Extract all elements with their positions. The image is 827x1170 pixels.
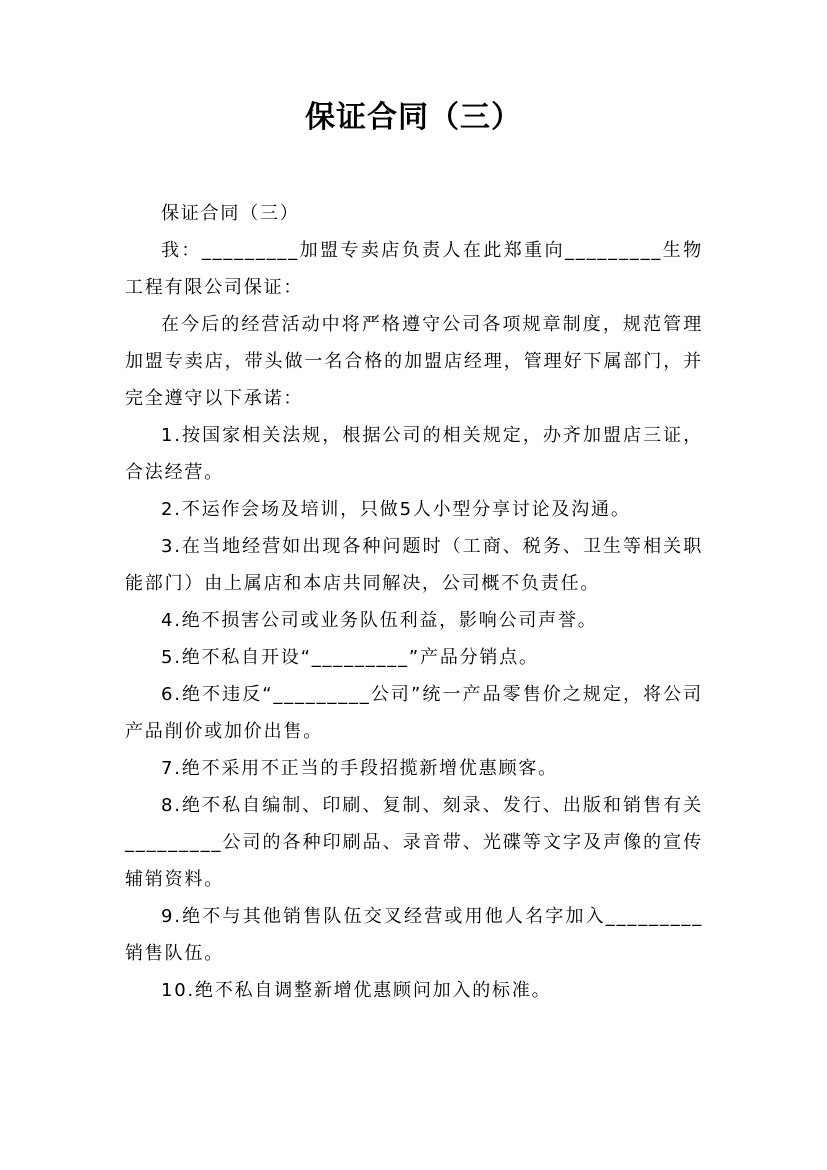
paragraph-guarantor-statement: 我：_________加盟专卖店负责人在此郑重向_________生物工程有限公司保证： <box>125 240 703 298</box>
paragraph-item-1: 1.按国家相关法规，根据公司的相关规定，办齐加盟店三证，合法经营。 <box>125 425 703 483</box>
paragraph-item-2: 2.不运作会场及培训，只做5人小型分享讨论及沟通。 <box>161 499 631 520</box>
paragraph-item-6: 6.绝不违反“_________公司”统一产品零售价之规定，将公司产品削价或加价出售。 <box>125 684 703 742</box>
paragraph-item-5: 5.绝不私自开设“_________”产品分销点。 <box>161 647 539 668</box>
paragraph-item-8: 8.绝不私自编制、印刷、复制、刻录、发行、出版和销售有关_________公司的各种印刷品、录音带、光碟等文字及声像的宣传辅销资料。 <box>125 795 703 890</box>
paragraph-item-10: 10.绝不私自调整新增优惠顾问加入的标准。 <box>161 980 552 1001</box>
document-body <box>125 195 703 1009</box>
paragraph-item-3: 3.在当地经营如出现各种问题时（工商、税务、卫生等相关职能部门）由上属店和本店共同解决，公司概不负责任。 <box>125 536 703 594</box>
document-title: 保证合同（三） <box>305 100 522 135</box>
paragraph-commitment-intro: 在今后的经营活动中将严格遵守公司各项规章制度，规范管理加盟专卖店，带头做一名合格的加盟店经理，管理好下属部门，并完全遵守以下承诺： <box>125 314 703 409</box>
paragraph-item-4: 4.绝不损害公司或业务队伍利益，影响公司声誉。 <box>161 610 598 631</box>
paragraph-item-9: 9.绝不与其他销售队伍交叉经营或用他人名字加入_________销售队伍。 <box>125 906 703 964</box>
paragraph-item-7: 7.绝不采用不正当的手段招揽新增优惠顾客。 <box>161 758 558 779</box>
paragraph-subtitle: 保证合同（三） <box>161 203 300 224</box>
